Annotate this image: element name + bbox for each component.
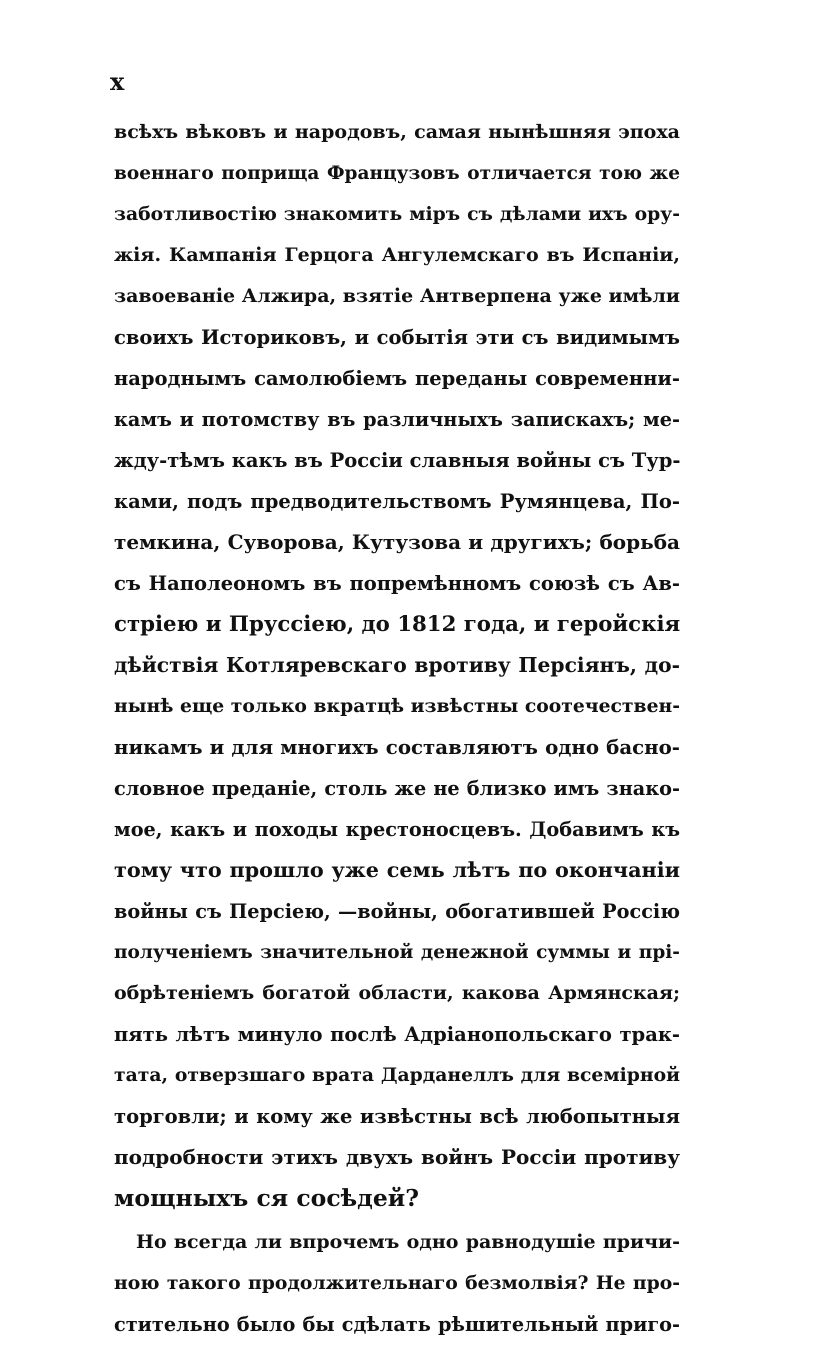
text-line: пять лѣтъ минуло послѣ Адріанопольскаго трак- <box>114 1023 680 1046</box>
text-line: стріею и Пруссіею, до 1812 года, и геройскія <box>114 612 681 637</box>
text-line: Но всегда ли впрочемъ одно равнодушіе причи- <box>136 1231 680 1253</box>
text-line: завоеваніе Алжира, взятіе Антверпена уже имѣли <box>114 285 680 307</box>
paragraph-2 <box>114 1222 680 1345</box>
text-line: заботливостію знакомить міръ съ дѣлами ихъ ору- <box>114 203 680 225</box>
text-line: словное преданіе, столь же не близко имъ знако- <box>114 777 680 800</box>
text-line: жду-тѣмъ какъ въ Россіи славныя войны съ Тур- <box>114 449 681 472</box>
text-line: нынѣ еще только вкратцѣ извѣстны соотечествен- <box>114 695 680 717</box>
text-line: стительно было бы сдѣлать рѣшительный приго- <box>114 1313 680 1336</box>
body-text <box>114 112 680 1345</box>
text-line: камъ и потомству въ различныхъ запискахъ; ме- <box>114 408 680 431</box>
paragraph-1 <box>114 112 680 1219</box>
text-line: торговли; и кому же извѣстны всѣ любопытныя <box>114 1105 680 1128</box>
text-line: ною такого продолжительнаго безмолвія? Не про- <box>114 1272 680 1294</box>
text-line: народнымъ самолюбіемъ переданы современни- <box>114 367 680 390</box>
text-line: жія. Кампанія Герцога Ангулемскаго въ Испаніи, <box>114 244 680 266</box>
text-line: мое, какъ и походы крестоносцевъ. Добавимъ къ <box>114 818 680 841</box>
text-line: никамъ и для многихъ составляютъ одно басно- <box>114 735 680 759</box>
text-line: мощныхъ ся сосѣдей? <box>114 1184 419 1212</box>
text-line: полученіемъ значительной денежной суммы и прі- <box>114 942 680 963</box>
text-line: съ Наполеономъ въ попремѣнномъ союзѣ съ Ав- <box>114 572 680 595</box>
text-line: дѣйствія Котляревскаго вротиву Персіянъ, до- <box>114 653 680 677</box>
text-line: войны съ Персіею, —войны, обогатившей Россію <box>114 900 680 923</box>
text-line: подробности этихъ двухъ войнъ Россіи противу <box>114 1145 680 1169</box>
page-number: x <box>110 67 125 96</box>
text-line: всѣхъ вѣковъ и народовъ, самая нынѣшняя эпоха <box>114 121 680 143</box>
text-line: тому что прошло уже семь лѣтъ по окончаніи <box>114 858 680 882</box>
text-line: темкина, Суворова, Кутузова и другихъ; борьба <box>114 530 680 554</box>
text-line: обрѣтеніемъ богатой области, какова Армянская; <box>114 982 680 1004</box>
text-line: военнаго поприща Французовъ отличается тою же <box>114 163 680 184</box>
text-line: тата, отверзшаго врата Дарданеллъ для всемірной <box>114 1064 680 1086</box>
text-line: своихъ Историковъ, и событія эти съ видимымъ <box>114 326 680 349</box>
text-line: ками, подъ предводительствомъ Румянцева, По- <box>114 490 680 513</box>
